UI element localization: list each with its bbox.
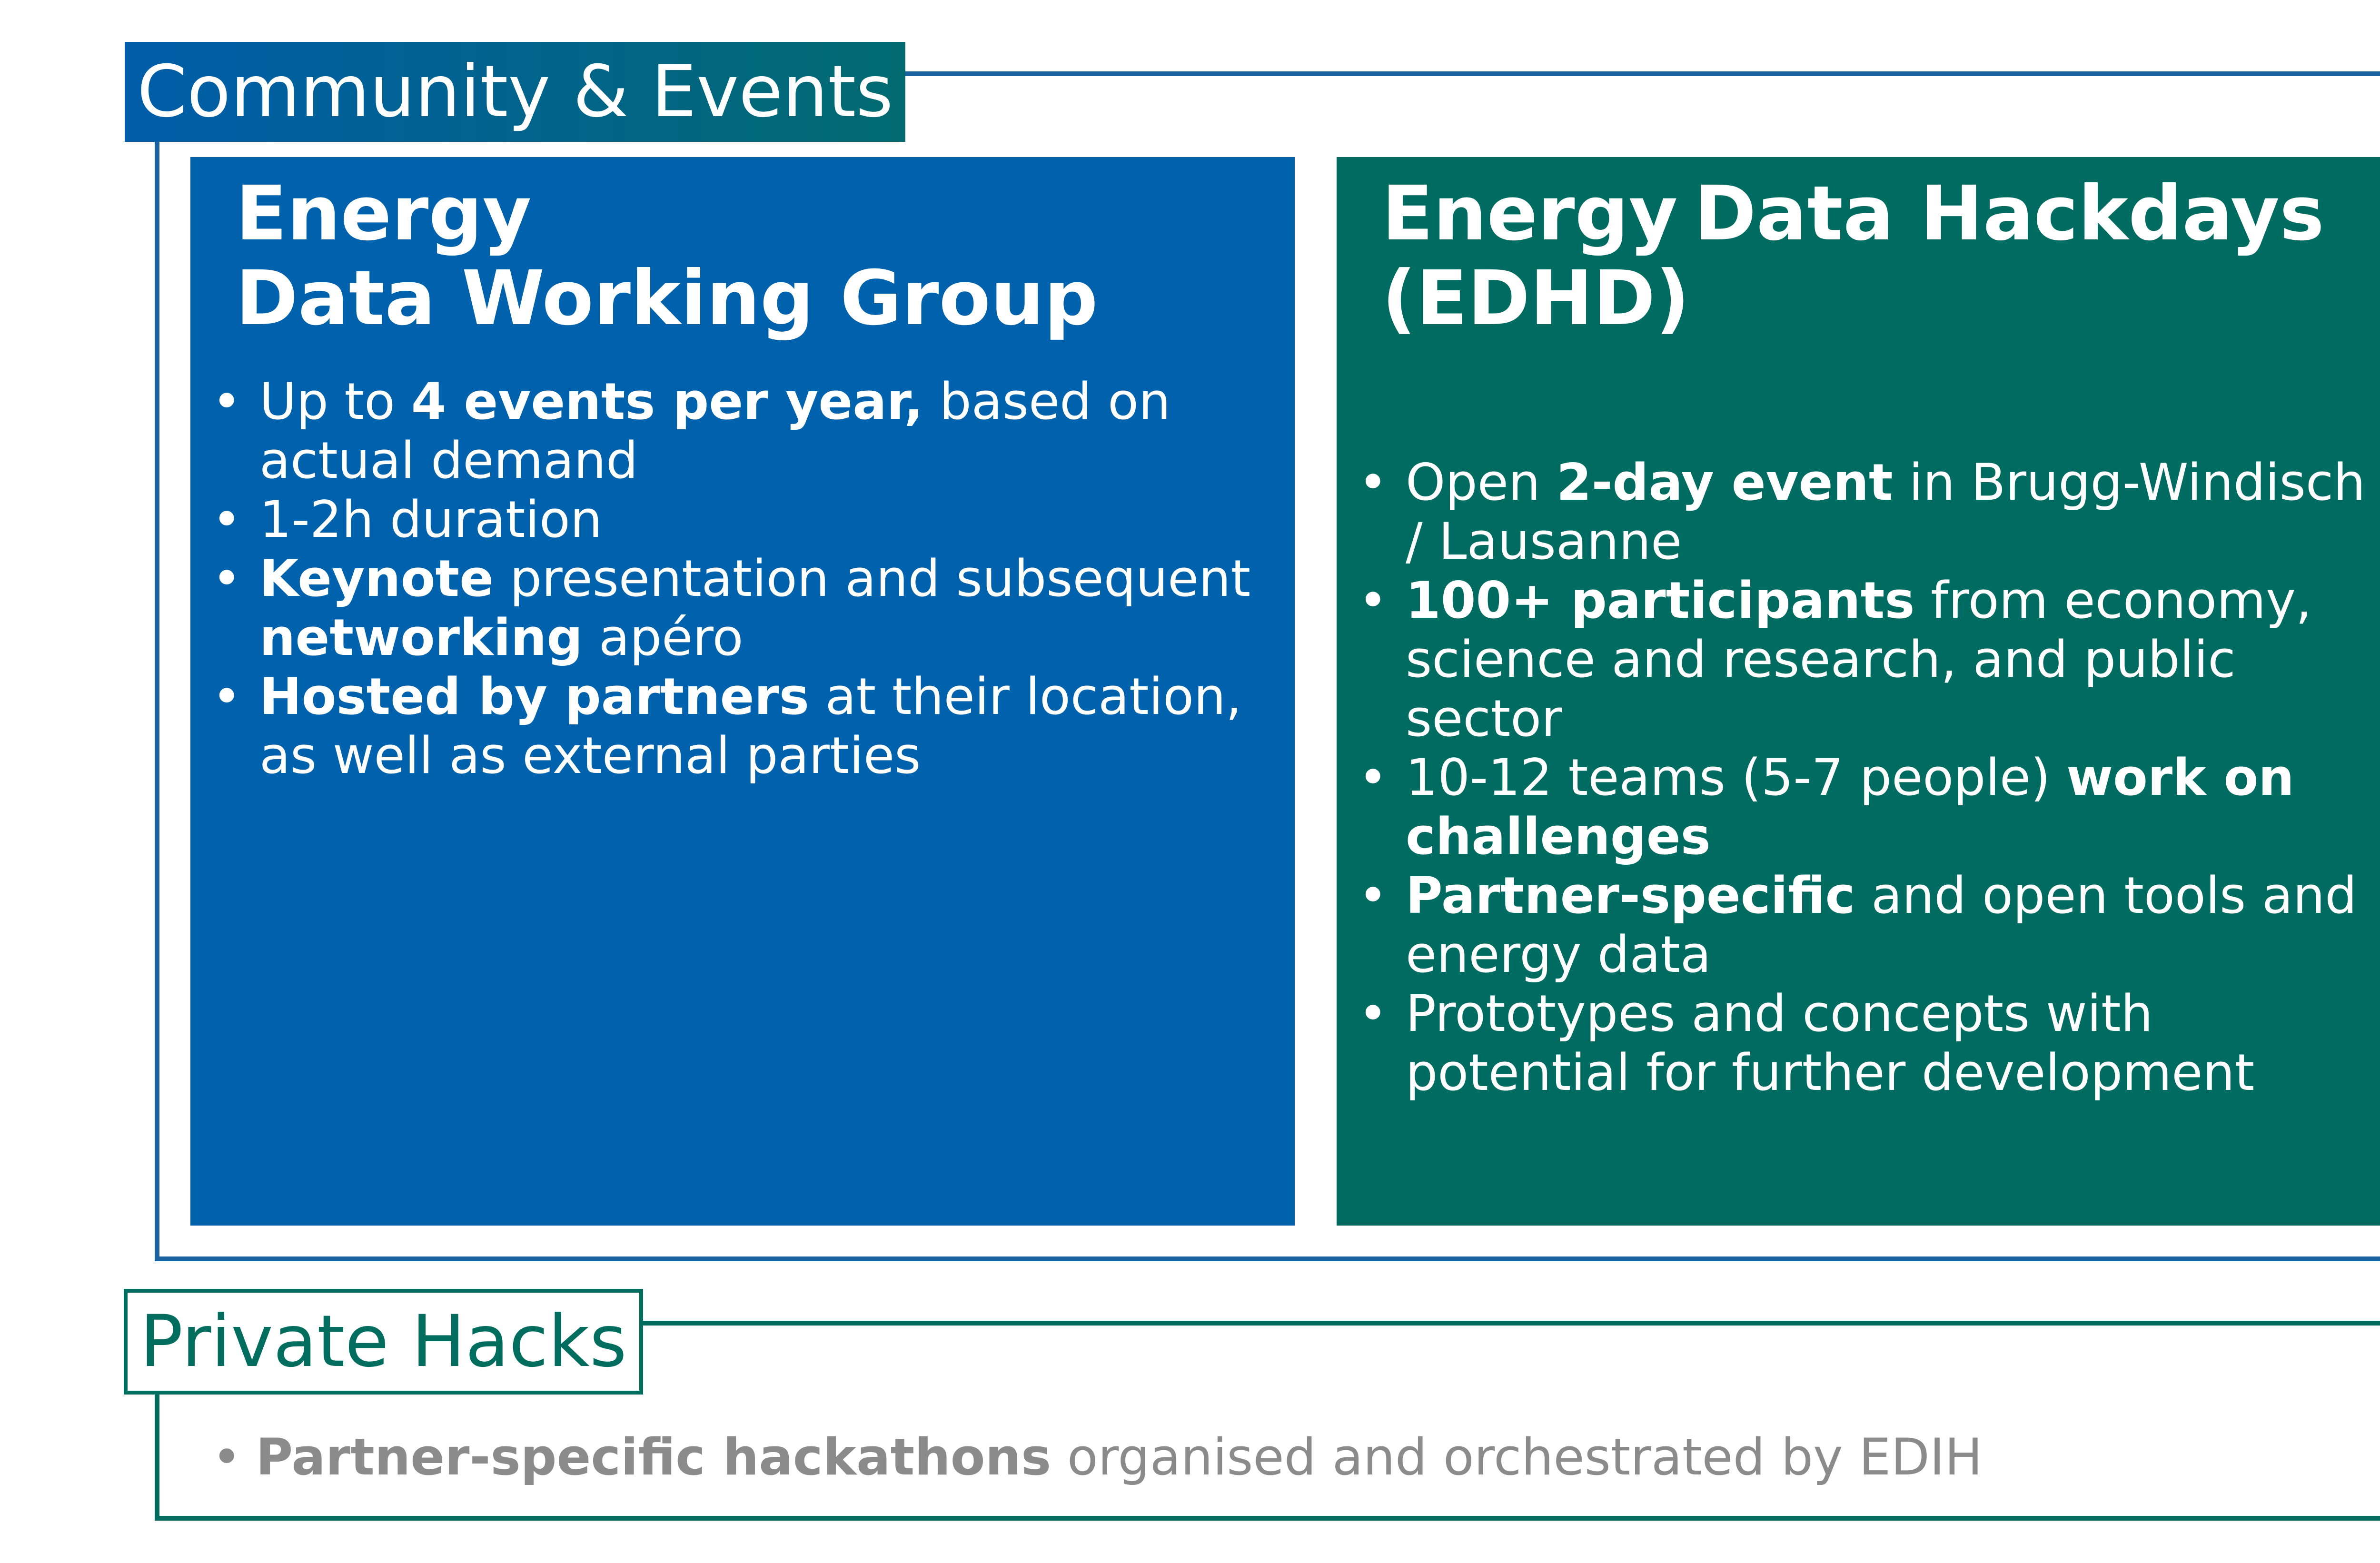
bullet-item: • 100+ participants from economy, science and research, and public sector bbox=[1358, 571, 2380, 748]
private-hacks-title: Private Hacks bbox=[140, 1300, 627, 1383]
working-group-card bbox=[190, 157, 1295, 1226]
private-hacks-bullet: • Partner-specific hackathons organised and orchestrated by EDIH bbox=[212, 1428, 1983, 1486]
working-group-title: Energy Data Working Group bbox=[236, 170, 1098, 342]
bullet-item: • Prototypes and concepts with potential for further development bbox=[1358, 984, 2380, 1102]
hackdays-card bbox=[1337, 157, 2380, 1226]
private-hacks-tab bbox=[124, 1289, 643, 1395]
community-events-tab bbox=[125, 42, 905, 142]
bullet-item: • 10-12 teams (5-7 people) work on challenges bbox=[1358, 748, 2380, 866]
hackdays-bullets bbox=[1358, 453, 2380, 1102]
bullet-item: • Up to 4 events per year, based on actual demand bbox=[212, 372, 1252, 490]
community-events-title: Community & Events bbox=[137, 50, 893, 133]
bullet-item: • Partner-specific and open tools and energy data bbox=[1358, 866, 2380, 984]
working-group-bullets bbox=[212, 372, 1252, 785]
bullet-item: • Hosted by partners at their location, as well as external parties bbox=[212, 667, 1252, 785]
bullet-item: • Open 2-day event in Brugg-Windisch / Lausanne bbox=[1358, 453, 2380, 571]
hackdays-title: Energy Data Hackdays (EDHD) bbox=[1382, 170, 2325, 342]
bullet-item: • Keynote presentation and subsequent networking apéro bbox=[212, 549, 1252, 667]
bullet-item: • 1-2h duration bbox=[212, 490, 1252, 549]
